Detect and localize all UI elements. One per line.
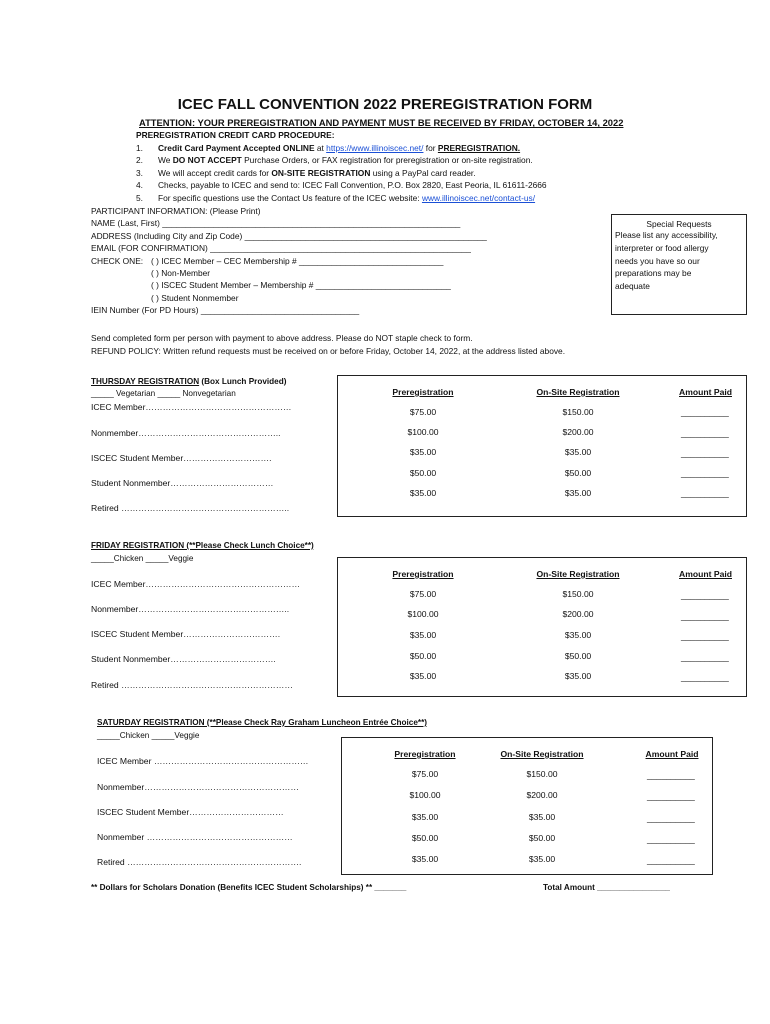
option-non-member[interactable]: ( ) Non-Member — [151, 268, 211, 279]
friday-pre-3: $50.00 — [409, 651, 437, 661]
special-requests-heading: Special Requests — [646, 219, 712, 229]
saturday-pre-4: $35.00 — [411, 854, 439, 864]
saturday-onsite-0: $150.00 — [526, 769, 558, 779]
friday-paid-1[interactable]: __________ — [681, 611, 729, 621]
thursday-header-paid: Amount Paid — [679, 387, 732, 397]
friday-label-iscec-student: ISCEC Student Member……………………………. — [91, 629, 281, 639]
friday-pre-0: $75.00 — [409, 589, 437, 599]
option-icec-member[interactable]: ( ) ICEC Member – CEC Membership # _______________________________ — [151, 255, 444, 266]
friday-label-student-nonmember: Student Nonmember………………………………. — [91, 654, 276, 664]
option-student-nonmember[interactable]: ( ) Student Nonmember — [151, 292, 239, 303]
thursday-fee-table — [337, 375, 747, 517]
friday-pre-4: $35.00 — [409, 671, 437, 681]
friday-pre-1: $100.00 — [407, 609, 439, 619]
friday-heading: FRIDAY REGISTRATION (**Please Check Lunch Choice**) — [91, 541, 314, 550]
friday-paid-2[interactable]: __________ — [681, 631, 729, 641]
saturday-pre-0: $75.00 — [411, 769, 439, 779]
email-field[interactable]: EMAIL (FOR CONFIRMATION) ________________________________________________________ — [91, 243, 471, 254]
saturday-heading: SATURDAY REGISTRATION (**Please Check Ray Graham Luncheon Entrée Choice**) — [97, 718, 428, 727]
thursday-pre-3: $50.00 — [409, 468, 437, 478]
thursday-heading: THURSDAY REGISTRATION (Box Lunch Provided) — [91, 377, 287, 386]
friday-label-icec-member: ICEC Member……………………………………………… — [91, 579, 301, 589]
saturday-pre-3: $50.00 — [411, 833, 439, 843]
name-field[interactable]: NAME (Last, First) ________________________________________________________________ — [91, 218, 461, 229]
friday-paid-3[interactable]: __________ — [681, 652, 729, 662]
option-iscec-student[interactable]: ( ) ISCEC Student Member – Membership # _____________________________ — [151, 280, 451, 291]
thursday-header-pre: Preregistration — [392, 387, 454, 397]
website-link[interactable]: https://www.illinoiscec.net/ — [326, 143, 424, 153]
friday-fee-table — [337, 557, 747, 697]
attention-notice: ATTENTION: YOUR PREREGISTRATION AND PAYMENT MUST BE RECEIVED BY FRIDAY, OCTOBER 14, 2022 — [139, 117, 624, 128]
thursday-onsite-1: $200.00 — [562, 427, 594, 437]
thursday-paid-1[interactable]: __________ — [681, 428, 729, 438]
saturday-fee-table — [341, 737, 713, 875]
saturday-pre-2: $35.00 — [411, 812, 439, 822]
address-field[interactable]: ADDRESS (Including City and Zip Code) ____________________________________________________ — [91, 230, 487, 241]
thursday-header-onsite: On-Site Registration — [536, 387, 620, 397]
step-2: 2. We DO NOT ACCEPT Purchase Orders, or FAX registration for preregistration or on-site registration. — [136, 155, 533, 166]
friday-onsite-3: $50.00 — [564, 651, 592, 661]
step-5: 5. For specific questions use the Contact Us feature of the ICEC website: www.illinoiscec.net/contact-us/ — [136, 192, 536, 203]
friday-onsite-2: $35.00 — [564, 630, 592, 640]
thursday-label-icec-member: ICEC Member…………………………………………… — [91, 402, 292, 412]
friday-label-retired: Retired …………………………………………………… — [91, 680, 293, 690]
saturday-onsite-3: $50.00 — [528, 833, 556, 843]
thursday-label-nonmember: Nonmember………………………………………….. — [91, 428, 281, 438]
procedure-heading: PREREGISTRATION CREDIT CARD PROCEDURE: — [136, 130, 335, 140]
step-4: 4. Checks, payable to ICEC and send to: ICEC Fall Convention, P.O. Box 2820, East Peoria, IL 61611-2666 — [136, 180, 547, 191]
donation-field[interactable]: ** Dollars for Scholars Donation (Benefits ICEC Student Scholarships) ** _______ — [91, 883, 407, 892]
thursday-onsite-0: $150.00 — [562, 407, 594, 417]
saturday-lunch-choice[interactable]: _____Chicken _____Veggie — [97, 731, 200, 740]
step-3: 3. We will accept credit cards for ON-SITE REGISTRATION using a PayPal card reader. — [136, 167, 476, 178]
saturday-header-paid: Amount Paid — [645, 749, 699, 759]
thursday-pre-2: $35.00 — [409, 447, 437, 457]
thursday-label-retired: Retired ………………………………………………….. — [91, 503, 290, 513]
special-requests-text: Please list any accessibility, interpreter or food allergy needs you have so our preparations may be adequate — [615, 230, 718, 292]
saturday-paid-3[interactable]: __________ — [647, 834, 695, 844]
friday-paid-4[interactable]: __________ — [681, 672, 729, 682]
saturday-label-iscec-student: ISCEC Student Member…………………………… — [97, 807, 284, 817]
friday-onsite-0: $150.00 — [562, 589, 594, 599]
thursday-paid-0[interactable]: __________ — [681, 407, 729, 417]
friday-onsite-1: $200.00 — [562, 609, 594, 619]
saturday-paid-1[interactable]: __________ — [647, 791, 695, 801]
thursday-paid-3[interactable]: __________ — [681, 468, 729, 478]
participant-info — [91, 205, 487, 317]
friday-header-pre: Preregistration — [392, 569, 454, 579]
total-amount-field[interactable]: Total Amount ________________ — [543, 883, 670, 892]
friday-pre-2: $35.00 — [409, 630, 437, 640]
thursday-onsite-2: $35.00 — [564, 447, 592, 457]
thursday-paid-2[interactable]: __________ — [681, 448, 729, 458]
refund-policy: REFUND POLICY: Written refund requests must be received on or before Friday, October 14, 2022, at the address listed above. — [91, 346, 566, 356]
saturday-label-nonmember: Nonmember……………………………………………… — [97, 782, 299, 792]
thursday-pre-0: $75.00 — [409, 407, 437, 417]
saturday-label-retired: Retired ……………………………………………………. — [97, 857, 302, 867]
thursday-paid-4[interactable]: __________ — [681, 488, 729, 498]
saturday-pre-1: $100.00 — [409, 790, 441, 800]
step-1: 1. Credit Card Payment Accepted ONLINE at https://www.illinoiscec.net/ for PREREGISTRATION. — [136, 143, 521, 153]
friday-paid-0[interactable]: __________ — [681, 590, 729, 600]
saturday-header-pre: Preregistration — [394, 749, 456, 759]
saturday-label-nonmember-2: Nonmember …………………………………………… — [97, 832, 293, 842]
special-requests-box[interactable] — [611, 214, 747, 315]
friday-label-nonmember: Nonmember…………………………………………….. — [91, 604, 290, 614]
saturday-header-onsite: On-Site Registration — [500, 749, 584, 759]
thursday-onsite-3: $50.00 — [564, 468, 592, 478]
saturday-label-icec-member: ICEC Member ……………………………………………… — [97, 756, 309, 766]
friday-onsite-4: $35.00 — [564, 671, 592, 681]
saturday-onsite-4: $35.00 — [528, 854, 556, 864]
iein-field[interactable]: IEIN Number (For PD Hours) __________________________________ — [91, 305, 360, 316]
thursday-onsite-4: $35.00 — [564, 488, 592, 498]
thursday-label-iscec-student: ISCEC Student Member…………………………. — [91, 453, 272, 463]
check-one-row: CHECK ONE: ( ) ICEC Member – CEC Membership # _______________________________ — [91, 255, 444, 266]
friday-lunch-choice[interactable]: _____Chicken _____Veggie — [91, 554, 194, 563]
thursday-pre-1: $100.00 — [407, 427, 439, 437]
friday-header-paid: Amount Paid — [679, 569, 732, 579]
friday-header-onsite: On-Site Registration — [536, 569, 620, 579]
procedure-list — [136, 142, 547, 204]
contact-link[interactable]: www.illinoiscec.net/contact-us/ — [421, 192, 536, 203]
send-note: Send completed form per person with payment to above address. Please do NOT staple check to form. — [91, 333, 473, 343]
saturday-paid-4[interactable]: __________ — [647, 855, 695, 865]
participant-heading: PARTICIPANT INFORMATION: (Please Print) — [91, 206, 261, 216]
saturday-paid-0[interactable]: __________ — [647, 770, 695, 780]
saturday-onsite-2: $35.00 — [528, 812, 556, 822]
page-title: ICEC FALL CONVENTION 2022 PREREGISTRATION FORM — [177, 96, 593, 113]
thursday-pre-4: $35.00 — [409, 488, 437, 498]
saturday-onsite-1: $200.00 — [526, 790, 558, 800]
thursday-lunch-choice[interactable]: _____ Vegetarian _____ Nonvegetarian — [91, 389, 236, 398]
thursday-label-student-nonmember: Student Nonmember……………………………… — [91, 478, 274, 488]
saturday-paid-2[interactable]: __________ — [647, 813, 695, 823]
